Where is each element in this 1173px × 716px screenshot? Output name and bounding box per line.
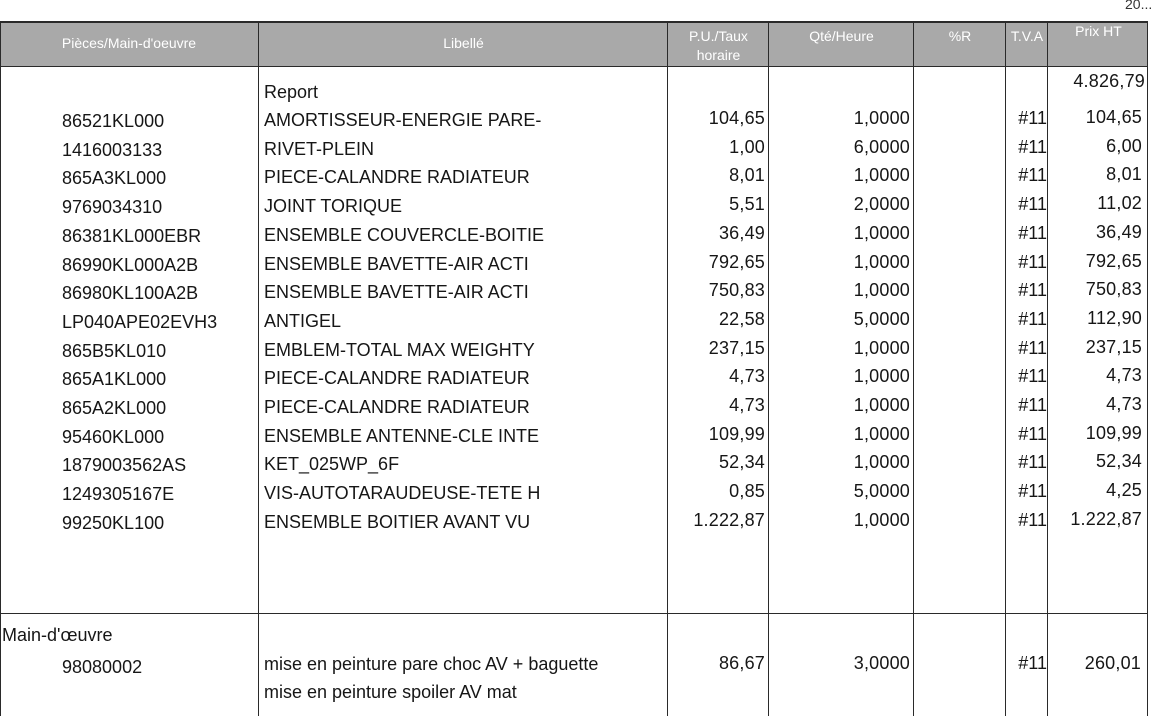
- part-vat: #11: [1018, 395, 1047, 415]
- part-vat: #11: [1018, 366, 1047, 386]
- part-price-ht: 36,49: [1095, 222, 1142, 242]
- part-quantity: 1,0000: [853, 223, 910, 243]
- part-unit-price: 22,58: [718, 309, 765, 329]
- part-reference: 1879003562AS: [62, 455, 187, 475]
- labour-description-2: mise en peinture spoiler AV mat: [264, 682, 517, 702]
- part-description: ENSEMBLE BOITIER AVANT VU: [264, 512, 531, 532]
- part-reference: 865A3KL000: [62, 168, 167, 188]
- labour-price-ht: 260,01: [1084, 653, 1141, 673]
- part-unit-price: 4,73: [729, 395, 765, 415]
- table-left-border: [0, 21, 1, 716]
- part-description: ENSEMBLE BAVETTE-AIR ACTI: [264, 254, 529, 274]
- column-divider: [1147, 21, 1148, 716]
- part-unit-price: 109,99: [708, 424, 765, 444]
- labour-unit-price: 86,67: [718, 653, 765, 673]
- part-reference: LP040APE02EVH3: [62, 312, 218, 332]
- report-amount: 4.826,79: [1073, 71, 1145, 91]
- table-top-border: [0, 21, 1148, 23]
- part-price-ht: 109,99: [1085, 423, 1142, 443]
- part-quantity: 1,0000: [853, 280, 910, 300]
- part-vat: #11: [1018, 424, 1047, 444]
- part-quantity: 5,0000: [853, 309, 910, 329]
- part-vat: #11: [1018, 137, 1047, 157]
- part-reference: 1416003133: [62, 140, 163, 160]
- part-quantity: 1,0000: [853, 338, 910, 358]
- part-reference: 86980KL100A2B: [62, 283, 199, 303]
- part-quantity: 1,0000: [853, 165, 910, 185]
- part-quantity: 1,0000: [853, 108, 910, 128]
- part-description: ENSEMBLE BAVETTE-AIR ACTI: [264, 282, 529, 302]
- column-divider: [768, 21, 769, 716]
- part-reference: 865B5KL010: [62, 341, 167, 361]
- part-quantity: 1,0000: [853, 366, 910, 386]
- labour-vat: #11: [1018, 653, 1047, 673]
- part-description: ENSEMBLE COUVERCLE-BOITIE: [264, 225, 545, 245]
- part-unit-price: 52,34: [718, 452, 765, 472]
- part-description: ANTIGEL: [264, 311, 342, 331]
- part-vat: #11: [1018, 165, 1047, 185]
- part-price-ht: 6,00: [1106, 136, 1142, 156]
- part-vat: #11: [1018, 481, 1047, 501]
- part-unit-price: 8,01: [729, 165, 765, 185]
- part-vat: #11: [1018, 223, 1047, 243]
- header-unit-price: P.U./Taux horaire: [689, 28, 748, 63]
- report-label: Report: [264, 82, 319, 102]
- part-reference: 86521KL000: [62, 111, 165, 131]
- part-price-ht: 1.222,87: [1070, 509, 1142, 529]
- labour-ref: 98080002: [62, 657, 143, 677]
- part-description: KET_025WP_6F: [264, 454, 400, 474]
- header-discount: %R: [948, 28, 972, 44]
- part-vat: #11: [1018, 510, 1047, 530]
- part-price-ht: 104,65: [1085, 107, 1142, 127]
- column-divider: [913, 21, 914, 716]
- labour-section-label: Main-d'œuvre: [2, 625, 113, 645]
- part-reference: 86990KL000A2B: [62, 255, 199, 275]
- part-price-ht: 750,83: [1085, 279, 1142, 299]
- part-unit-price: 1.222,87: [693, 510, 765, 530]
- labour-description-1: mise en peinture pare choc AV + baguette: [264, 654, 599, 674]
- part-description: AMORTISSEUR-ENERGIE PARE-: [264, 110, 542, 130]
- part-unit-price: 5,51: [729, 194, 765, 214]
- part-description: RIVET-PLEIN: [264, 139, 375, 159]
- part-price-ht: 4,73: [1106, 394, 1142, 414]
- part-reference: 86381KL000EBR: [62, 226, 202, 246]
- part-price-ht: 792,65: [1085, 251, 1142, 271]
- part-price-ht: 8,01: [1106, 164, 1142, 184]
- part-price-ht: 4,25: [1106, 480, 1142, 500]
- part-unit-price: 36,49: [718, 223, 765, 243]
- column-divider: [667, 21, 668, 716]
- part-unit-price: 792,65: [708, 252, 765, 272]
- part-reference: 95460KL000: [62, 427, 165, 447]
- part-reference: 865A2KL000: [62, 398, 167, 418]
- labour-separator-line: [0, 613, 1148, 614]
- part-description: ENSEMBLE ANTENNE-CLE INTE: [264, 426, 540, 446]
- part-vat: #11: [1018, 280, 1047, 300]
- part-unit-price: 750,83: [708, 280, 765, 300]
- header-bottom-border: [0, 66, 1148, 67]
- part-price-ht: 11,02: [1097, 193, 1142, 213]
- part-description: JOINT TORIQUE: [264, 196, 403, 216]
- part-vat: #11: [1018, 338, 1047, 358]
- part-vat: #11: [1018, 252, 1047, 272]
- part-price-ht: 4,73: [1106, 365, 1142, 385]
- part-price-ht: 52,34: [1095, 451, 1142, 471]
- part-description: EMBLEM-TOTAL MAX WEIGHTY: [264, 340, 535, 360]
- part-quantity: 1,0000: [853, 395, 910, 415]
- part-description: VIS-AUTOTARAUDEUSE-TETE H: [264, 483, 541, 503]
- part-quantity: 6,0000: [853, 137, 910, 157]
- part-vat: #11: [1018, 309, 1047, 329]
- header-vat: T.V.A: [1010, 28, 1044, 44]
- part-unit-price: 237,15: [708, 338, 765, 358]
- part-quantity: 2,0000: [853, 194, 910, 214]
- part-price-ht: 237,15: [1085, 337, 1142, 357]
- part-quantity: 1,0000: [853, 424, 910, 444]
- header-price-ht: Prix HT: [1075, 23, 1122, 39]
- header-libelle: Libellé: [443, 35, 484, 51]
- part-reference: 9769034310: [62, 197, 163, 217]
- part-reference: 865A1KL000: [62, 369, 167, 389]
- part-unit-price: 0,85: [729, 481, 765, 501]
- part-description: PIECE-CALANDRE RADIATEUR: [264, 167, 530, 187]
- part-vat: #11: [1018, 452, 1047, 472]
- part-vat: #11: [1018, 194, 1047, 214]
- part-reference: 1249305167E: [62, 484, 175, 504]
- part-price-ht: 112,90: [1087, 308, 1142, 328]
- part-vat: #11: [1018, 108, 1047, 128]
- part-quantity: 1,0000: [853, 510, 910, 530]
- part-quantity: 1,0000: [853, 252, 910, 272]
- part-description: PIECE-CALANDRE RADIATEUR: [264, 368, 530, 388]
- header-quantity: Qté/Heure: [809, 28, 874, 44]
- part-quantity: 1,0000: [853, 452, 910, 472]
- part-quantity: 5,0000: [853, 481, 910, 501]
- part-unit-price: 1,00: [729, 137, 765, 157]
- part-unit-price: 104,65: [708, 108, 765, 128]
- part-description: PIECE-CALANDRE RADIATEUR: [264, 397, 530, 417]
- part-unit-price: 4,73: [729, 366, 765, 386]
- page-corner-text: 20...: [1125, 0, 1153, 12]
- header-pieces: Pièces/Main-d'oeuvre: [61, 35, 197, 51]
- labour-quantity: 3,0000: [853, 653, 910, 673]
- column-divider: [258, 21, 259, 716]
- column-divider: [1047, 21, 1048, 716]
- part-reference: 99250KL100: [62, 513, 165, 533]
